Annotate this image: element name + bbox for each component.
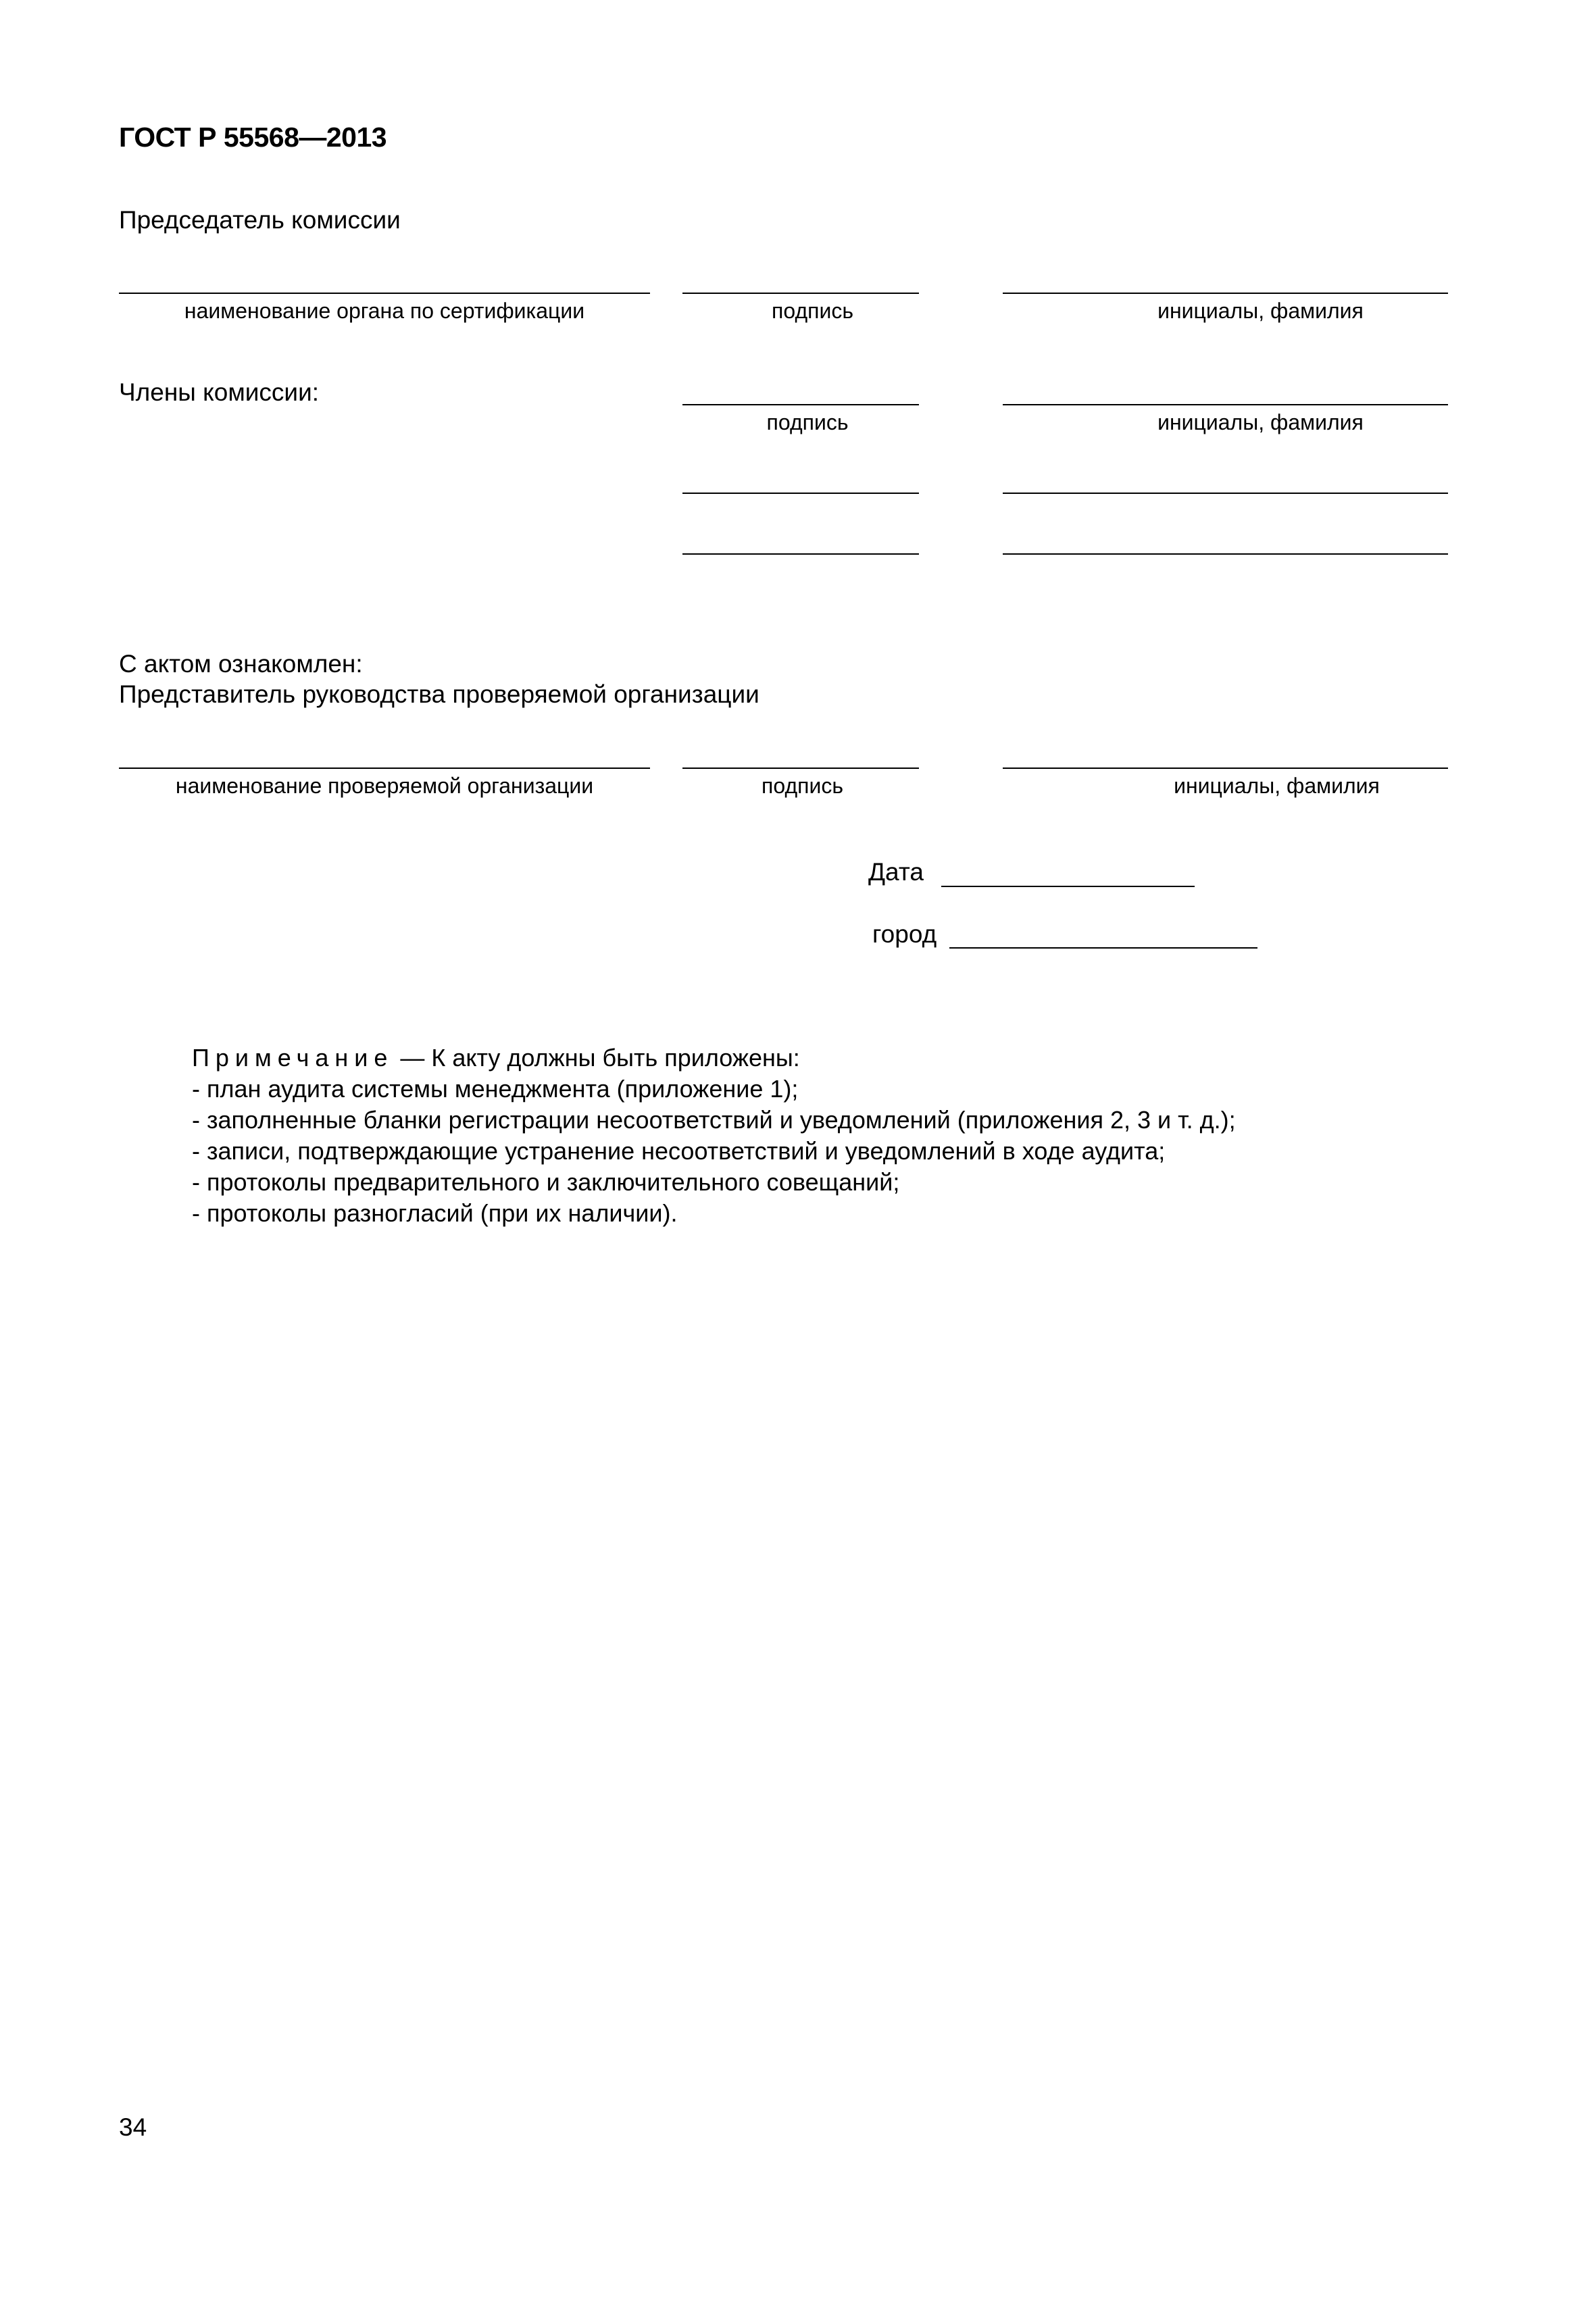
rep-name-line — [1003, 768, 1448, 769]
member1-name-line — [1003, 404, 1448, 405]
org-line — [119, 768, 650, 769]
rep-sign-line — [682, 768, 919, 769]
members-sign-caption: подпись — [766, 410, 849, 434]
chair-sign-line — [682, 293, 919, 294]
chair-org-caption: наименование органа по сертификации — [184, 299, 585, 323]
note-item: - заполненные бланки регистрации несоответствий и уведомлений (приложения 2, 3 и т. д.); — [192, 1106, 1236, 1134]
chair-title: Председатель комиссии — [119, 206, 401, 234]
member2-name-line — [1003, 493, 1448, 494]
chair-org-line — [119, 293, 650, 294]
chair-sign-caption: подпись — [772, 299, 853, 323]
note-intro: — К акту должны быть приложены: — [393, 1044, 800, 1072]
note-item: - план аудита системы менеджмента (приложение 1); — [192, 1075, 799, 1103]
acquainted-line2: Представитель руководства проверяемой организации — [119, 680, 759, 708]
note-item: - протоколы предварительного и заключительного совещаний; — [192, 1168, 900, 1196]
note-item: - записи, подтверждающие устранение несоответствий и уведомлений в ходе аудита; — [192, 1137, 1166, 1165]
member3-sign-line — [682, 553, 919, 555]
date-label: Дата — [868, 858, 924, 886]
city-field-line — [949, 947, 1257, 949]
acquainted-line1: С актом ознакомлен: — [119, 650, 363, 678]
member3-name-line — [1003, 553, 1448, 555]
members-title: Члены комиссии: — [119, 378, 320, 406]
chair-name-caption: инициалы, фамилия — [1157, 299, 1364, 323]
chair-name-line — [1003, 293, 1448, 294]
note-label: Примечание — [192, 1044, 394, 1072]
date-field-line — [941, 886, 1195, 887]
member1-sign-line — [682, 404, 919, 405]
note-heading — [192, 1042, 800, 1074]
members-name-caption: инициалы, фамилия — [1157, 410, 1364, 434]
org-caption: наименование проверяемой организации — [175, 774, 594, 798]
rep-sign-caption: подпись — [762, 774, 843, 798]
city-label: город — [872, 920, 937, 948]
member2-sign-line — [682, 493, 919, 494]
note-item: - протоколы разногласий (при их наличии). — [192, 1199, 678, 1227]
document-header: ГОСТ Р 55568—2013 — [119, 122, 387, 153]
page-number: 34 — [119, 2113, 147, 2141]
rep-name-caption: инициалы, фамилия — [1174, 774, 1380, 798]
